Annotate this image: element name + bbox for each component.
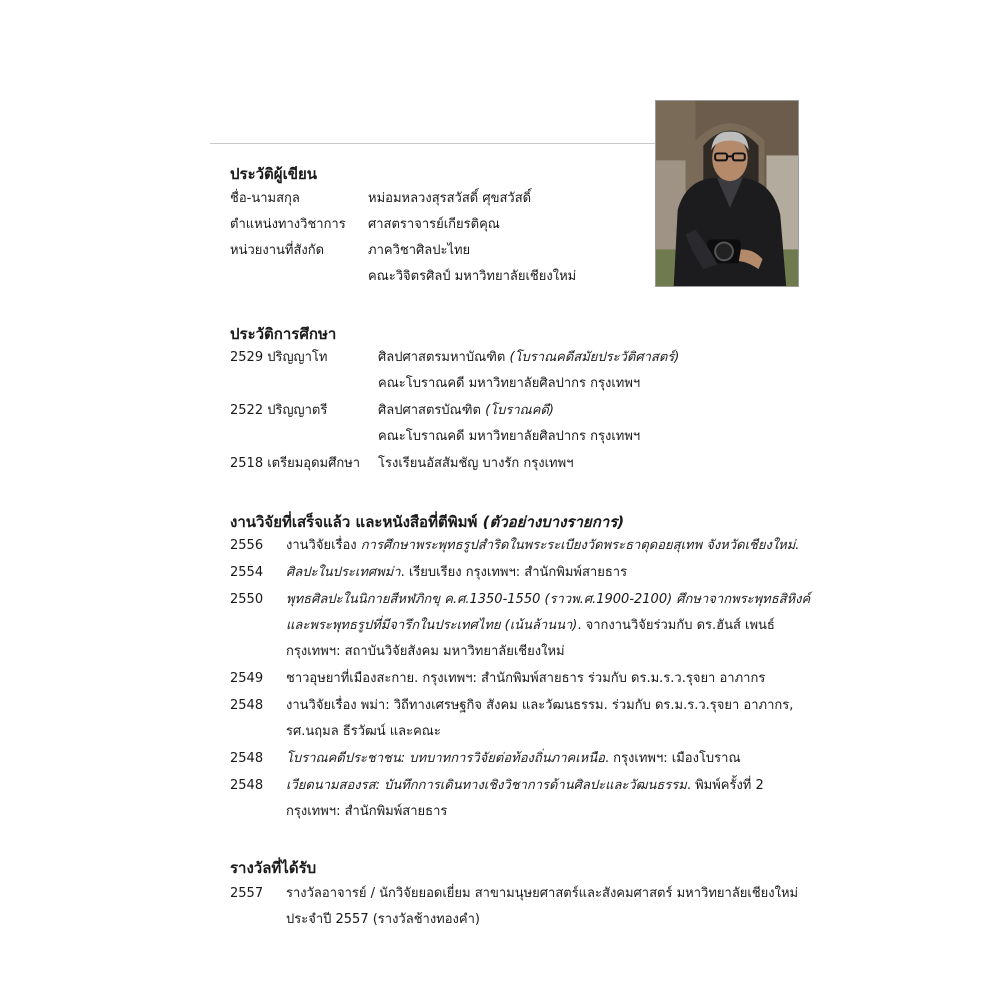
education-label-bachelors: 2522 ปริญญาตรี — [230, 403, 328, 418]
awards-heading: รางวัลที่ได้รับ — [230, 859, 317, 877]
education-school-masters: คณะโบราณคดี มหาวิทยาลัยศิลปากร กรุงเทพฯ — [378, 376, 641, 391]
work-title: ศิลปะในประเทศพม่า — [286, 565, 401, 580]
work-prefix: งานวิจัยเรื่อง — [286, 538, 361, 553]
work-coauthors-continued: รศ.นฤมล ธีรวัฒน์ และคณะ — [286, 724, 441, 739]
work-title: ชาวอุษยาที่เมืองสะกาย — [286, 671, 415, 686]
award-line-2: ประจำปี 2557 (รางวัลช้างทองคำ) — [286, 912, 480, 927]
author-name-label: ชื่อ-นามสกุล — [230, 191, 300, 206]
author-photo-image — [656, 101, 798, 286]
author-position-value: ศาสตราจารย์เกียรติคุณ — [368, 217, 500, 232]
works-heading — [230, 510, 624, 534]
work-publisher: . เรียบเรียง กรุงเทพฯ: สำนักพิมพ์สายธาร — [400, 565, 628, 580]
work-entry — [286, 696, 793, 716]
work-year: 2556 — [230, 538, 264, 553]
work-year: 2548 — [230, 751, 264, 766]
author-affiliation-value-2: คณะวิจิตรศิลป์ มหาวิทยาลัยเชียงใหม่ — [368, 269, 577, 284]
author-affiliation-label: หน่วยงานที่สังกัด — [230, 243, 325, 258]
work-source: . จากงานวิจัยร่วมกับ ดร.ฮันส์ เพนธ์ — [577, 618, 775, 633]
work-title: โบราณคดีประชาชน: บทบาทการวิจัยต่อท้องถิ่นภาคเหนือ — [286, 751, 605, 766]
work-edition: . พิมพ์ครั้งที่ 2 — [686, 778, 764, 793]
work-publisher: กรุงเทพฯ: สำนักพิมพ์สายธาร — [286, 804, 448, 819]
header-divider — [210, 143, 656, 144]
work-year: 2548 — [230, 778, 264, 793]
work-publisher: . กรุงเทพฯ: เมืองโบราณ — [604, 751, 741, 766]
education-heading: ประวัติการศึกษา — [230, 325, 337, 343]
work-title: การศึกษาพระพุทธรูปสำริดในพระระเบียงวัดพระธาตุดอยสุเทพ จังหวัดเชียงใหม่. — [360, 538, 800, 553]
award-line-1: รางวัลอาจารย์ / นักวิจัยยอดเยี่ยม สาขามนุษยศาสตร์และสังคมศาสตร์ มหาวิทยาลัยเชียงใหม่ — [286, 886, 799, 901]
work-entry — [286, 536, 799, 556]
author-affiliation-value: ภาควิชาศิลปะไทย — [368, 243, 471, 258]
work-entry — [286, 776, 764, 796]
works-heading-text: งานวิจัยที่เสร็จแล้ว และหนังสือที่ตีพิมพ์ — [230, 513, 483, 531]
work-title: พุทธศิลปะในนิกายสีหฬภิกขุ ค.ศ.1350-1550 (ราวพ.ศ.1900-2100) ศึกษาจากพระพุทธสิหิงค์ — [286, 592, 811, 607]
award-year: 2557 — [230, 886, 264, 901]
education-school-prep: โรงเรียนอัสสัมชัญ บางรัก กรุงเทพฯ — [378, 456, 574, 471]
author-position-label: ตำแหน่งทางวิชาการ — [230, 217, 346, 232]
work-entry — [286, 563, 627, 583]
work-entry — [286, 669, 765, 689]
author-heading: ประวัติผู้เขียน — [230, 165, 318, 183]
work-entry — [286, 749, 741, 769]
author-photo — [655, 100, 799, 287]
work-publisher: . กรุงเทพฯ: สำนักพิมพ์สายธาร ร่วมกับ ดร.ม.ร.ว.รุจยา อาภากร — [414, 671, 766, 686]
education-degree-bachelors — [378, 401, 554, 421]
work-coauthors: . ร่วมกับ ดร.ม.ร.ว.รุจยา อาภากร, — [603, 698, 794, 713]
work-title-continued: และพระพุทธรูปที่มีจารึกในประเทศไทย (เน้นล้านนา) — [286, 618, 578, 633]
work-title: เวียดนามสองรส: บันทึกการเดินทางเชิงวิชาการด้านศิลปะและวัฒนธรรม — [286, 778, 687, 793]
work-year: 2554 — [230, 565, 264, 580]
education-degree-masters — [378, 348, 679, 368]
work-prefix: งานวิจัยเรื่อง — [286, 698, 361, 713]
work-year: 2550 — [230, 592, 264, 607]
degree-field: (โบราณคดีสมัยประวัติศาสตร์) — [509, 350, 680, 365]
work-title: พม่า: วิถีทางเศรษฐกิจ สังคม และวัฒนธรรม — [360, 698, 604, 713]
degree-name: ศิลปศาสตรบัณฑิต — [378, 403, 486, 418]
work-entry-line-2 — [286, 616, 775, 636]
education-label-prep: 2518 เตรียมอุดมศึกษา — [230, 456, 361, 471]
work-publisher: กรุงเทพฯ: สถาบันวิจัยสังคม มหาวิทยาลัยเชียงใหม่ — [286, 644, 565, 659]
education-label-masters: 2529 ปริญญาโท — [230, 350, 328, 365]
works-heading-note: (ตัวอย่างบางรายการ) — [482, 513, 625, 531]
work-year: 2548 — [230, 698, 264, 713]
author-name-value: หม่อมหลวงสุรสวัสดิ์ ศุขสวัสดิ์ — [368, 191, 532, 206]
degree-field: (โบราณคดี) — [485, 403, 554, 418]
degree-name: ศิลปศาสตรมหาบัณฑิต — [378, 350, 510, 365]
education-school-bachelors: คณะโบราณคดี มหาวิทยาลัยศิลปากร กรุงเทพฯ — [378, 429, 641, 444]
work-year: 2549 — [230, 671, 264, 686]
